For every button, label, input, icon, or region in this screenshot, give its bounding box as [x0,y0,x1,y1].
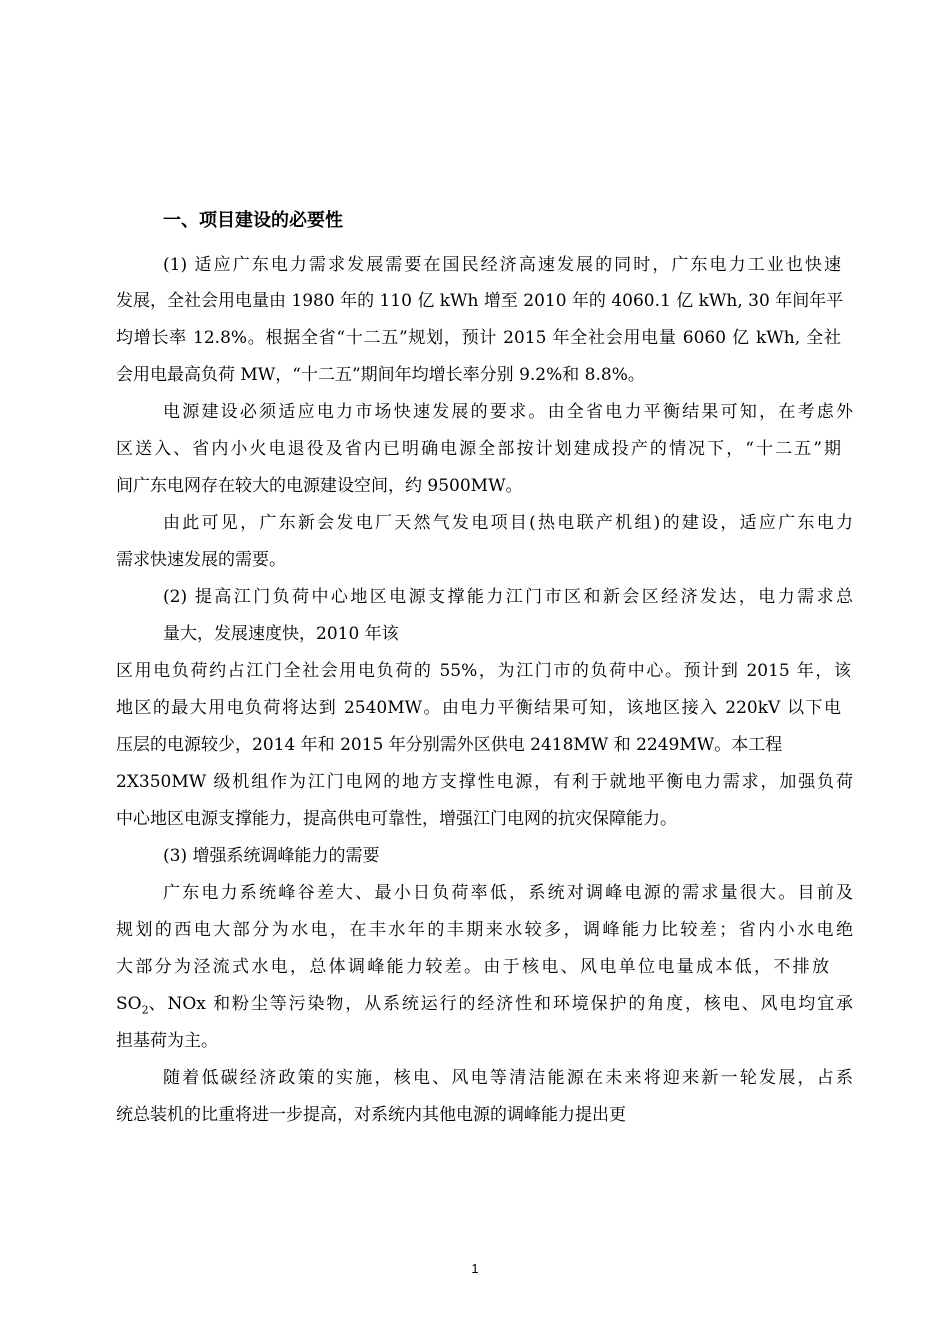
section-heading: 一、项目建设的必要性 [163,210,343,231]
paragraph-line: 规划的西电大部分为水电，在丰水年的丰期来水较多，调峰能力比较差；省内小水电绝 [116,920,853,940]
so2-subscript: 2 [141,1003,149,1017]
paragraph-line: 会用电最高负荷 MW，“十二五”期间年均增长率分别 9.2%和 8.8%。 [116,365,645,385]
paragraph-line: 统总装机的比重将进一步提高，对系统内其他电源的调峰能力提出更 [116,1105,626,1125]
paragraph-line: 均增长率 12.8%。根据全省“十二五”规划，预计 2015 年全社会用电量 6060 亿 kWh, 全社 [116,328,841,348]
paragraph-line: 电源建设必须适应电力市场快速发展的要求。由全省电力平衡结果可知，在考虑外 [163,402,853,422]
paragraph-line: 间广东电网存在较大的电源建设空间，约 9500MW。 [116,476,523,496]
paragraph-line: 压层的电源较少，2014 年和 2015 年分别需外区供电 2418MW 和 2249MW。本工程 [116,735,783,755]
paragraph-line: 发展，全社会用电量由 1980 年的 110 亿 kWh 增至 2010 年的 4060.1 亿 kWh, 30 年间年平 [116,291,844,311]
paragraph-line: 2X350MW 级机组作为江门电网的地方支撑性电源，有利于就地平衡电力需求，加强负荷 [116,772,853,792]
paragraph-line: 由此可见，广东新会发电厂天然气发电项目(热电联产机组)的建设，适应广东电力 [163,513,853,533]
paragraph-line: 量大，发展速度快，2010 年该 [163,624,399,644]
paragraph-line: 需求快速发展的需要。 [116,550,286,570]
paragraph-line: 大部分为泾流式水电，总体调峰能力较差。由于核电、风电单位电量成本低，不排放 [116,957,829,977]
paragraph-line: 广东电力系统峰谷差大、最小日负荷率低，系统对调峰电源的需求量很大。目前及 [163,883,853,903]
paragraph-line-text: 、NOx 和粉尘等污染物，从系统运行的经济性和环境保护的角度，核电、风电均宜承 [148,994,853,1014]
paragraph-line: 区用电负荷约占江门全社会用电负荷的 55%，为江门市的负荷中心。预计到 2015 年，该 [116,661,851,681]
paragraph-line: (2) 提高江门负荷中心地区电源支撑能力江门市区和新会区经济发达，电力需求总 [163,587,853,607]
paragraph-line: 随着低碳经济政策的实施，核电、风电等清洁能源在未来将迎来新一轮发展，占系 [163,1068,853,1088]
paragraph-line: 区送入、省内小火电退役及省内已明确电源全部按计划建成投产的情况下，“十二五”期 [116,439,841,459]
paragraph-line: 地区的最大用电负荷将达到 2540MW。由电力平衡结果可知，该地区接入 220kV 以下电 [116,698,841,718]
so2-formula [116,992,149,1016]
paragraph-line-so2 [116,992,853,1016]
paragraph-line: 中心地区电源支撑能力，提高供电可靠性，增强江门电网的抗灾保障能力。 [116,809,677,829]
so2-base: SO [116,994,142,1014]
paragraph-line: (1) 适应广东电力需求发展需要在国民经济高速发展的同时，广东电力工业也快速 [163,255,841,275]
paragraph-line: 担基荷为主。 [116,1031,218,1051]
paragraph-line: (3) 增强系统调峰能力的需要 [163,846,380,866]
page-number: 1 [471,1261,479,1276]
